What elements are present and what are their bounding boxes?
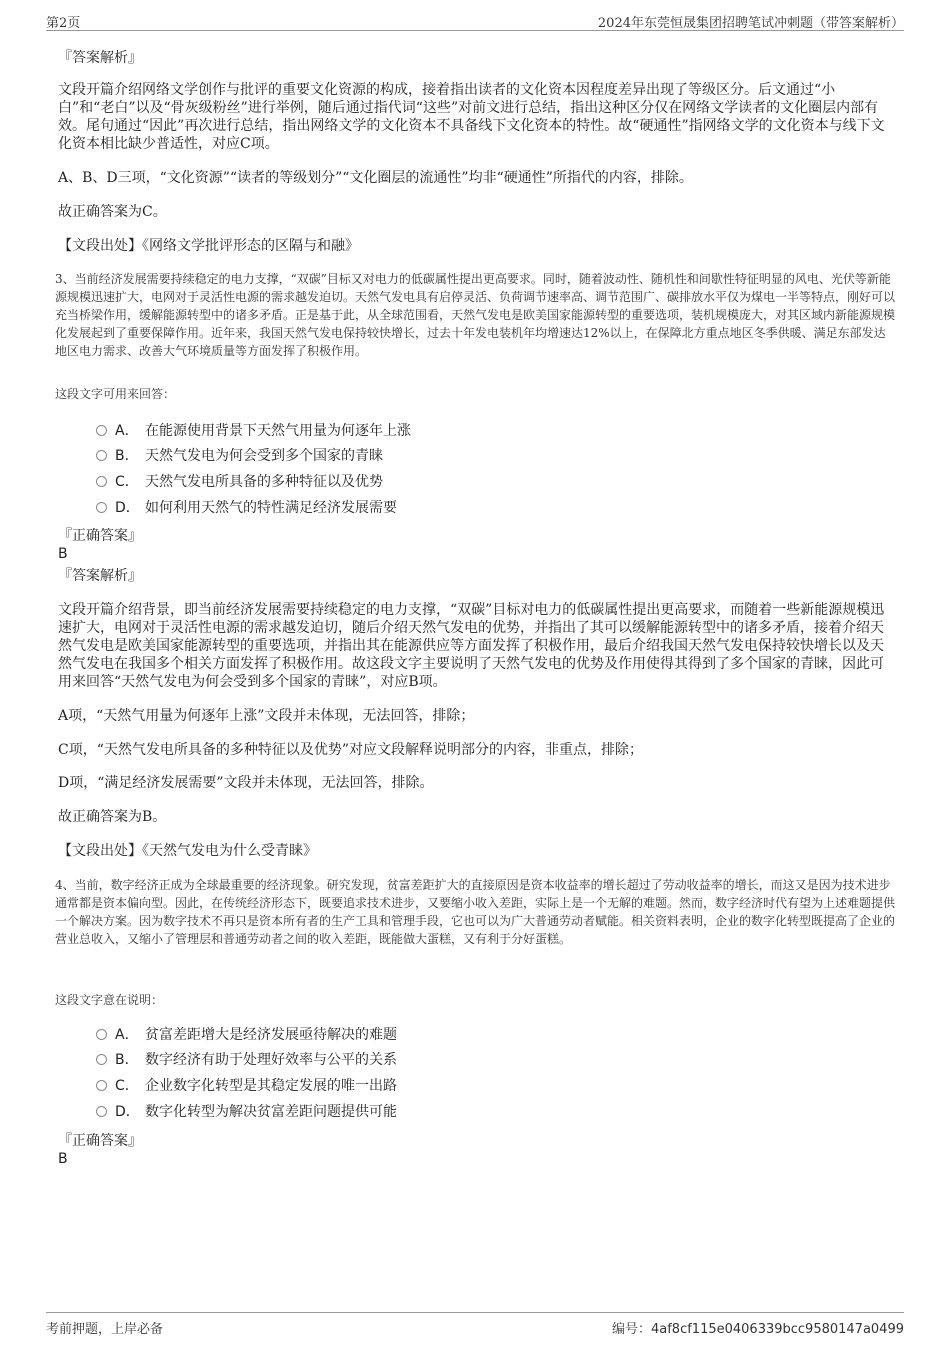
radio-icon[interactable] [96, 1054, 107, 1065]
q3-analysis-text: 文段开篇介绍背景，即当前经济发展需要持续稳定的电力支撑，“双碳”目标对电力的低碳属性提出更高要求，而随着一些新能源规模迅速扩大，电网对于灵活性电源的需求越发迫切，随后介绍天然气发电的优势，并指出了其可以缓解能源转型中的诸多矛盾，接着介绍天然气发电是欧美国家能源转型的重要选项，并指出其在能源供应等方面发挥了积极作用，最后介绍我国天然气发电保持较快增长以及天然气发电在我国多个相关方面发挥了积极作用。故这段文字主要说明了天然气发电的优势及作用使得其得到了多个国家的青睐，因此可用来回答“天然气发电为何会受到多个国家的青睐”，对应B项。 [58, 602, 885, 690]
q2-analysis-label: 『答案解析』 [58, 50, 142, 66]
q2-analysis-text: 文段开篇介绍网络文学创作与批评的重要文化资源的构成，接着指出读者的文化资本因程度差异出现了等级区分。后文通过“小白”和“老白”以及“骨灰级粉丝”进行举例，随后通过指代词“这些”对前文进行总结，指出这种区分仅在网络文学读者的文化圈层内部有效。尾句通过“因此”再次进行总结，指出网络文学的文化资本不具备线下文化资本的特性。故“硬通性”指网络文学的文化资本与线下文化资本相比缺少普适性，对应C项。 [58, 82, 885, 152]
q4-option-a[interactable]: A． 贫富差距增大是经济发展亟待解决的难题 [96, 1025, 397, 1045]
q3-prompt: 这段文字可用来回答： [55, 387, 176, 401]
page-number: 第2页 [46, 16, 81, 31]
q3-analysis-label: 『答案解析』 [58, 568, 142, 584]
q3-exclude-a: A项，“天然气用量为何逐年上涨”文段并未体现，无法回答，排除； [58, 708, 475, 724]
q3-exclude-c: C项，“天然气发电所具备的多种特征以及优势”对应文段解释说明部分的内容，非重点，排除； [58, 742, 644, 758]
q4-option-d[interactable]: D． 数字化转型为解决贫富差距问题提供可能 [96, 1102, 397, 1122]
page-header [46, 10, 904, 31]
q3-answer: B [58, 546, 68, 562]
radio-icon[interactable] [96, 450, 107, 461]
q2-conclusion: 故正确答案为C。 [58, 204, 167, 220]
q4-answer-label: 『正确答案』 [58, 1133, 142, 1149]
q2-source: 【文段出处】《网络文学批评形态的区隔与和融》 [58, 238, 359, 254]
radio-icon[interactable] [96, 1106, 107, 1117]
q2-exclude-text: A、B、D三项，“文化资源”“读者的等级划分”“文化圈层的流通性”均非“硬通性”所指代的内容，排除。 [58, 170, 693, 186]
radio-icon[interactable] [96, 1080, 107, 1091]
q3-exclude-d: D项，“满足经济发展需要”文段并未体现，无法回答，排除。 [58, 775, 434, 791]
radio-icon[interactable] [96, 425, 107, 436]
q3-option-d[interactable]: D． 如何利用天然气的特性满足经济发展需要 [96, 498, 397, 518]
q3-stem: 3、当前经济发展需要持续稳定的电力支撑，“双碳”目标又对电力的低碳属性提出更高要求。同时，随着波动性、随机性和间歇性特征明显的风电、光伏等新能源规模迅速扩大，电网对于灵活性电源的需求越发迫切。天然气发电具有启停灵活、负荷调节速率高、调节范围广、碳排放水平仅为煤电一半等特点，刚好可以充当桥梁作用，缓解能源转型中的诸多矛盾。正是基于此，从全球范围看，天然气发电是欧美国家能源转型的重要选项，装机规模庞大，对其区域内新能源规模化发展起到了重要保障作用。近年来，我国天然气发电保持较快增长，过去十年发电装机年均增速达12%以上，在保障北方重点地区冬季供暖、满足东部发达地区电力需求、改善大气环境质量等方面发挥了积极作用。 [55, 272, 896, 358]
page-footer [46, 1312, 904, 1335]
q3-option-b[interactable]: B． 天然气发电为何会受到多个国家的青睐 [96, 446, 383, 466]
radio-icon[interactable] [96, 502, 107, 513]
footer-slogan: 考前押题，上岸必备 [46, 1322, 164, 1337]
document-title: 2024年东莞恒晟集团招聘笔试冲刺题（带答案解析） [597, 16, 904, 31]
q4-prompt: 这段文字意在说明： [55, 993, 164, 1007]
radio-icon[interactable] [96, 476, 107, 487]
q4-option-b[interactable]: B． 数字经济有助于处理好效率与公平的关系 [96, 1050, 397, 1070]
q4-option-c[interactable]: C． 企业数字化转型是其稳定发展的唯一出路 [96, 1076, 397, 1096]
q3-conclusion: 故正确答案为B。 [58, 809, 167, 825]
q3-source: 【文段出处】《天然气发电为什么受青睐》 [58, 843, 317, 859]
q3-answer-label: 『正确答案』 [58, 528, 142, 544]
q3-option-a[interactable]: A． 在能源使用背景下天然气用量为何逐年上涨 [96, 421, 411, 441]
radio-icon[interactable] [96, 1029, 107, 1040]
document-code: 编号：4af8cf115e0406339bcc9580147a0499 [611, 1322, 904, 1337]
q3-option-c[interactable]: C． 天然气发电所具备的多种特征以及优势 [96, 472, 383, 492]
q4-stem: 4、当前，数字经济正成为全球最重要的经济现象。研究发现，贫富差距扩大的直接原因是资本收益率的增长超过了劳动收益率的增长，而这又是因为技术进步通常都是资本偏向型。因此，在传统经济形态下，既要追求技术进步，又要缩小收入差距，实际上是一个无解的难题。然而，数字经济时代有望为上述难题提供一个解决方案。因为数字技术不再只是资本所有者的生产工具和管理手段，它也可以为广大普通劳动者赋能。相关资料表明，企业的数字化转型既提高了企业的营业总收入，又缩小了管理层和普通劳动者之间的收入差距，既能做大蛋糕，又有利于分好蛋糕。 [55, 878, 896, 946]
q4-answer: B [58, 1151, 68, 1167]
